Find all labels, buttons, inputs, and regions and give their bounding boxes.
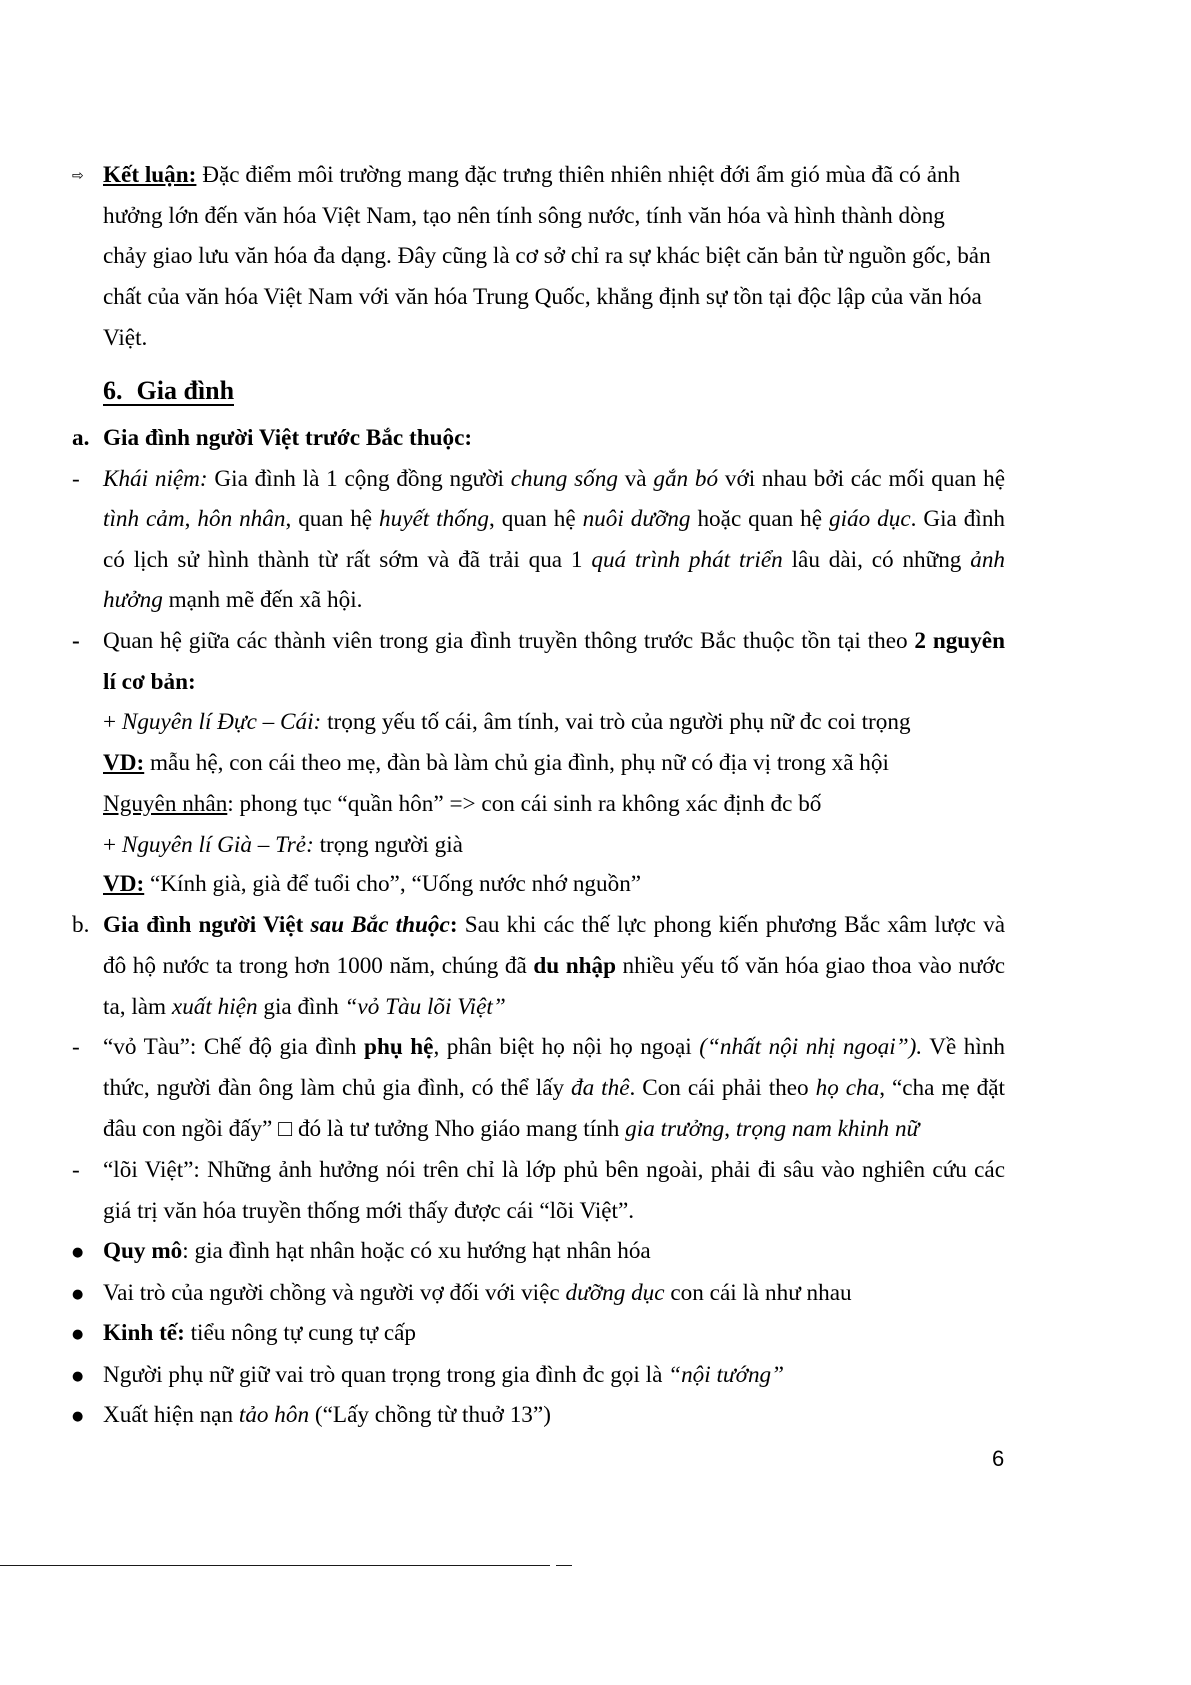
text-run: đâu con ngồi đấy” □ đó là tư tưởng Nho giáo mang tính <box>103 1116 626 1142</box>
text-run: với nhau bởi các mối quan hệ <box>718 466 1006 492</box>
cause-label: Nguyên nhân <box>103 791 228 817</box>
subsection-b-title-emphasis: sau Bắc thuộc <box>310 912 450 938</box>
text-run: và <box>617 466 654 492</box>
section-title: Gia đình <box>136 376 235 405</box>
footer-rule-segment <box>556 1565 572 1566</box>
text-run: (“Lấy chồng từ thuở 13”) <box>309 1402 551 1428</box>
bold-term: Quy mô <box>103 1238 183 1264</box>
text-run: “lõi Việt”: Những ảnh hưởng nói trên chỉ là lớp phủ bên ngoài, phải đi sâu vào nghiên cứu các <box>103 1157 1005 1183</box>
italic-term: Nguyên lí Già – Trẻ: <box>121 832 314 858</box>
italic-term: Nguyên lí Đực – Cái: <box>121 709 322 735</box>
text-run: , quan hệ <box>489 506 583 532</box>
example-label: VD: <box>103 750 145 776</box>
italic-term: tảo hôn <box>238 1402 310 1428</box>
bold-term: du nhập <box>533 953 616 979</box>
dash-marker: - <box>72 1034 80 1060</box>
conclusion-line <box>103 323 1005 353</box>
text-run: Vai trò của người chồng và người vợ đối với việc <box>103 1280 566 1306</box>
italic-term: gắn bó <box>653 466 719 492</box>
text-run: hoặc quan hệ <box>690 506 829 532</box>
subsection-b-line <box>72 910 1005 940</box>
subsection-b-marker: b. <box>72 912 90 938</box>
conclusion-line <box>72 160 1005 190</box>
arrow-bullet-icon: ⇨ <box>72 168 84 184</box>
page-number: 6 <box>992 1446 1005 1471</box>
text-run: chảy giao lưu văn hóa đa dạng. Đây cũng là cơ sở chỉ ra sự khác biệt căn bản từ nguồn gốc, bản <box>103 243 991 269</box>
relations-line <box>103 667 1005 697</box>
text-run: có lịch sử hình thành từ rất sớm và đã trải qua 1 <box>103 547 592 573</box>
bold-term: phụ hệ <box>364 1034 434 1060</box>
text-run: “vỏ Tàu”: Chế độ gia đình <box>103 1034 365 1060</box>
cause-line <box>103 789 1005 819</box>
conclusion-line <box>103 282 1005 312</box>
text-run: , “cha mẹ đặt <box>879 1075 1005 1101</box>
bullet-item <box>72 1360 1005 1390</box>
conclusion-label: Kết luận: <box>103 162 197 188</box>
text-run: Quan hệ giữa các thành viên trong gia đình truyền thông trước Bắc thuộc tồn tại theo <box>103 628 915 654</box>
text-run: thức, người đàn ông làm chủ gia đình, có thể lấy <box>103 1075 572 1101</box>
concept-line <box>103 585 1005 615</box>
shell-line <box>72 1032 1006 1062</box>
text-run: lâu dài, có những <box>782 547 971 573</box>
italic-term: (“nhất nội nhị ngoại”). <box>699 1034 923 1060</box>
bullet-icon: ● <box>72 1245 84 1260</box>
concept-line <box>72 464 1006 494</box>
text-run: Việt. <box>103 325 148 351</box>
text-run: Người phụ nữ giữ vai trò quan trọng trong gia đình đc gọi là <box>103 1362 669 1388</box>
bullet-icon: ● <box>72 1369 84 1384</box>
italic-term: chung sống <box>510 466 618 492</box>
text-run: Về hình <box>922 1034 1006 1060</box>
text-run: giá trị văn hóa truyền thống mới thấy được cái “lõi Việt”. <box>103 1198 635 1224</box>
plus-marker: + <box>103 709 122 735</box>
text-run: mẫu hệ, con cái theo mẹ, đàn bà làm chủ gia đình, phụ nữ có địa vị trong xã hội <box>144 750 889 776</box>
text-run: Gia đình là 1 cộng đồng người <box>207 466 511 492</box>
bullet-item <box>72 1318 1005 1348</box>
bullet-icon: ● <box>72 1327 84 1342</box>
text-run: mạnh mẽ đến xã hội. <box>162 587 363 613</box>
text-run: tiểu nông tự cung tự cấp <box>184 1320 417 1346</box>
plus-marker: + <box>103 832 122 858</box>
footer-rule <box>0 1565 550 1566</box>
bullet-item <box>72 1236 1005 1266</box>
text-run: “Kính già, già để tuổi cho”, “Uống nước nhớ nguồn” <box>144 871 642 897</box>
relations-line <box>72 626 1005 656</box>
section-heading <box>103 378 234 406</box>
italic-term: gia trưởng <box>625 1116 725 1142</box>
italic-term: quá trình phát triển <box>591 547 783 573</box>
text-run: nhiều yếu tố văn hóa giao thoa vào nước <box>616 953 1005 979</box>
example-line <box>103 748 1005 778</box>
example-label: VD: <box>103 871 145 897</box>
italic-term: hôn nhân <box>197 506 286 532</box>
example-line <box>103 869 1005 899</box>
shell-line <box>103 1114 1005 1144</box>
bullet-icon: ● <box>72 1409 84 1424</box>
core-line <box>72 1155 1005 1185</box>
bold-term: lí cơ bản: <box>103 669 196 695</box>
bold-term: 2 nguyên <box>914 628 1005 654</box>
bold-term: Kinh tế: <box>103 1320 185 1346</box>
italic-term: Khái niệm: <box>103 466 208 492</box>
text-run: gia đình <box>257 994 345 1020</box>
subsection-b-line <box>103 951 1005 981</box>
subsection-b-title: Gia đình người Việt <box>103 912 311 938</box>
subsection-a-title: Gia đình người Việt trước Bắc thuộc: <box>103 425 473 451</box>
principle-line <box>103 830 1005 860</box>
subsection-b-title-colon: : <box>449 912 458 938</box>
conclusion-line <box>103 241 1005 271</box>
subsection-b-line <box>103 992 1005 1022</box>
italic-term: ảnh <box>970 547 1005 573</box>
core-line <box>103 1196 1005 1226</box>
concept-line <box>103 504 1005 534</box>
italic-term: trọng nam khinh nữ <box>735 1116 920 1142</box>
text-run: Sau khi các thế lực phong kiến phương Bắc xâm lược và <box>457 912 1005 938</box>
text-run: , phân biệt họ nội họ ngoại <box>433 1034 700 1060</box>
text-run: hưởng lớn đến văn hóa Việt Nam, tạo nên tính sông nước, tính văn hóa và hình thành dòng <box>103 203 945 229</box>
text-run: trọng người già <box>313 832 463 858</box>
italic-term: dưỡng dục <box>565 1280 665 1306</box>
shell-line <box>103 1073 1005 1103</box>
text-run: . Gia đình <box>910 506 1006 532</box>
text-run: Xuất hiện nạn <box>103 1402 239 1428</box>
text-run: : gia đình hạt nhân hoặc có xu hướng hạt nhân hóa <box>182 1238 651 1264</box>
text-run: , quan hệ <box>285 506 380 532</box>
italic-term: nuôi dưỡng <box>582 506 691 532</box>
text-run: ta, làm <box>103 994 172 1020</box>
text-run: , <box>184 506 198 532</box>
text-run: chất của văn hóa Việt Nam với văn hóa Trung Quốc, khẳng định sự tồn tại độc lập của văn hóa <box>103 284 982 310</box>
dash-marker: - <box>72 466 80 492</box>
text-run: Đặc điểm môi trường mang đặc trưng thiên nhiên nhiệt đới ẩm gió mùa đã có ảnh <box>196 162 961 188</box>
bullet-icon: ● <box>72 1287 84 1302</box>
italic-term: huyết thống <box>379 506 489 532</box>
bullet-item <box>72 1400 1005 1430</box>
italic-term: “nội tướng” <box>668 1362 785 1388</box>
subsection-a-heading <box>72 423 1005 453</box>
italic-term: hưởng <box>103 587 163 613</box>
principle-line <box>103 707 1005 737</box>
conclusion-line <box>103 201 1005 231</box>
italic-term: tình cảm <box>103 506 185 532</box>
concept-line <box>103 545 1005 575</box>
italic-term: xuất hiện <box>171 994 258 1020</box>
text-run: : phong tục “quần hôn” => con cái sinh ra không xác định đc bố <box>227 791 822 817</box>
dash-marker: - <box>72 628 80 654</box>
subsection-a-marker: a. <box>72 425 90 451</box>
italic-term: “vỏ Tàu lõi Việt” <box>344 994 506 1020</box>
text-run: đô hộ nước ta trong hơn 1000 năm, chúng đã <box>103 953 534 979</box>
text-run: con cái là như nhau <box>664 1280 852 1306</box>
italic-term: đa thê <box>571 1075 630 1101</box>
italic-term: họ cha <box>815 1075 880 1101</box>
dash-marker: - <box>72 1157 80 1183</box>
text-run: . Con cái phải theo <box>629 1075 816 1101</box>
bullet-item <box>72 1278 1005 1308</box>
section-number: 6. <box>103 376 123 405</box>
italic-term: giáo dục <box>829 506 911 532</box>
text-run: trọng yếu tố cái, âm tính, vai trò của người phụ nữ đc coi trọng <box>321 709 911 735</box>
text-run: , <box>724 1116 736 1142</box>
